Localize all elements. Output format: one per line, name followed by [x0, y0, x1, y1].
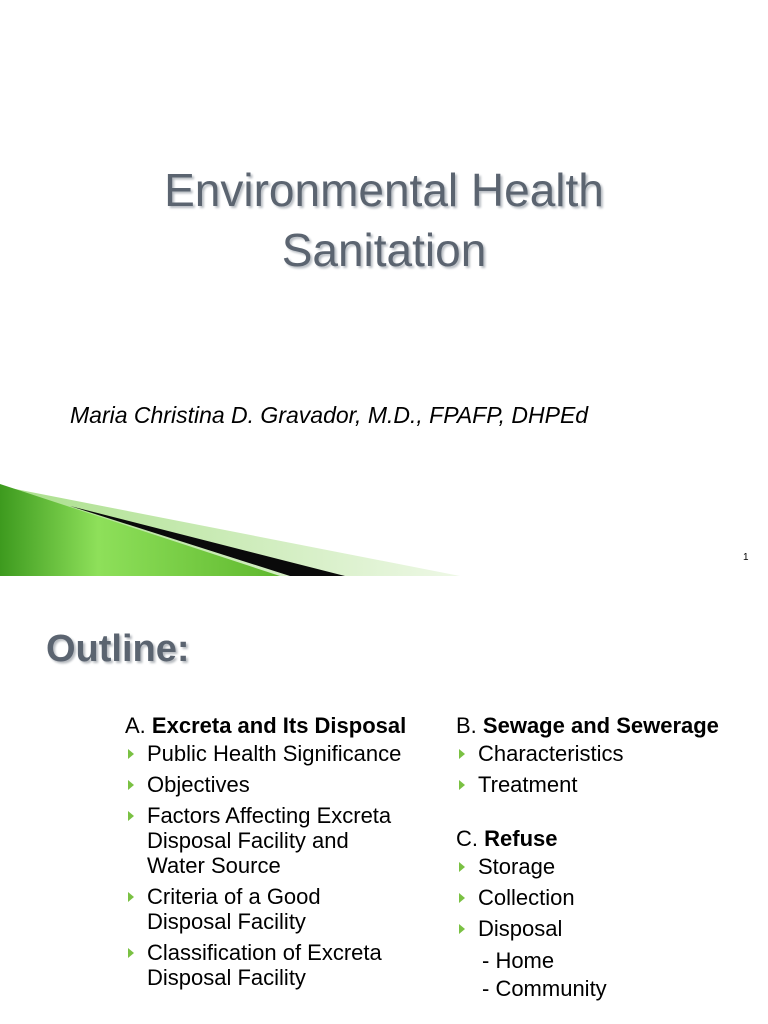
list-item: Classification of Excreta Disposal Facility [125, 940, 435, 990]
section-a-list [125, 741, 435, 990]
sub-item-community: - Community [482, 976, 607, 1001]
bullet-arrow-icon [128, 811, 134, 821]
bullet-arrow-icon [128, 948, 134, 958]
list-item: Objectives [125, 772, 435, 797]
list-item: Treatment [456, 772, 756, 797]
section-b-c-column [456, 712, 756, 1003]
list-item: Characteristics [456, 741, 756, 766]
section-b-letter: B. [456, 713, 477, 738]
section-c-heading [456, 825, 756, 852]
section-c-letter: C. [456, 826, 478, 851]
section-a-heading [125, 712, 435, 739]
section-a-title: Excreta and Its Disposal [151, 713, 407, 738]
list-item: Storage [456, 854, 756, 879]
green-swoosh-decoration [0, 470, 768, 576]
bullet-arrow-icon [459, 780, 465, 790]
section-c-title: Refuse [484, 826, 558, 851]
list-item: Public Health Significance [125, 741, 435, 766]
list-item: Collection [456, 885, 756, 910]
outline-slide [0, 576, 768, 1024]
section-b-heading [456, 712, 756, 739]
bullet-arrow-icon [128, 749, 134, 759]
author-name: Maria Christina D. Gravador, M.D., FPAFP, DHPEd [70, 402, 589, 428]
list-item: Criteria of a Good Disposal Facility [125, 884, 435, 934]
bullet-arrow-icon [459, 893, 465, 903]
bullet-arrow-icon [459, 924, 465, 934]
bullet-arrow-icon [459, 749, 465, 759]
list-item: Factors Affecting Excreta Disposal Facility and Water Source [125, 803, 435, 878]
section-a-letter: A. [125, 713, 146, 738]
page-number: 1 [743, 552, 749, 563]
section-c-list [456, 854, 756, 941]
section-b-title: Sewage and Sewerage [482, 713, 719, 738]
sub-item-home: - Home [482, 948, 555, 973]
bullet-arrow-icon [128, 892, 134, 902]
section-b-list [456, 741, 756, 797]
title-line-1: Environmental Health [164, 164, 604, 216]
title-line-2: Sanitation [281, 224, 487, 276]
section-a-column [125, 712, 435, 996]
bullet-arrow-icon [459, 862, 465, 872]
list-item: Disposal [456, 916, 756, 941]
slide-title [0, 160, 768, 280]
section-spacer [456, 803, 756, 825]
outline-title: Outline: [46, 628, 190, 670]
bullet-arrow-icon [128, 780, 134, 790]
